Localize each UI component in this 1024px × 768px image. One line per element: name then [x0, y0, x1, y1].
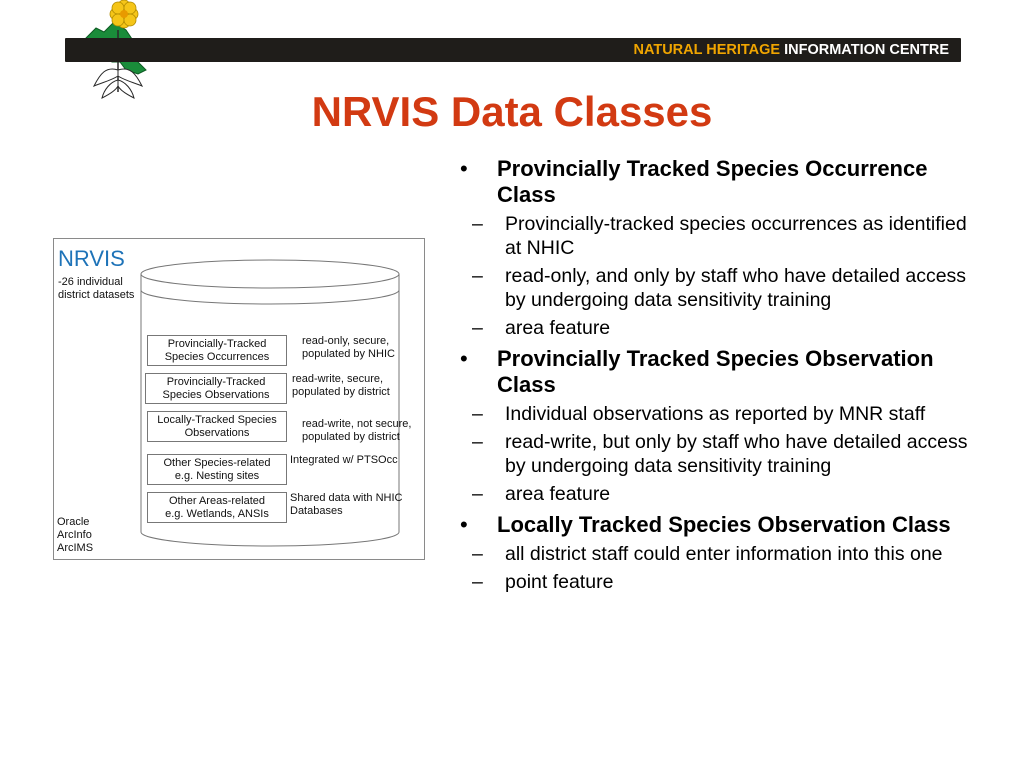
sub-marker: – [472, 317, 483, 339]
class-box-line: Provincially-Tracked [167, 337, 267, 350]
class-desc-line: populated by district [302, 431, 400, 443]
sub-marker: – [472, 571, 483, 593]
sub-item-text: read-write, but only by staff who have detailed access by undergoing data sensitivity training [505, 431, 968, 477]
sub-item [460, 570, 980, 594]
class-desc-other-areas [290, 492, 403, 518]
sub-item-text: area feature [505, 483, 611, 505]
bullet-heading: Locally Tracked Species Observation Class [497, 512, 951, 537]
class-box-line: Provincially-Tracked [166, 375, 266, 388]
bullet-list [460, 156, 980, 594]
banner-rest-text: INFORMATION CENTRE [784, 42, 949, 58]
sub-item-text: Provincially-tracked species occurrences as identified at NHIC [505, 213, 967, 259]
organization-name [633, 42, 949, 58]
class-desc-line: Databases [290, 505, 343, 517]
header-banner [65, 38, 961, 62]
sub-item-text: area feature [505, 317, 611, 339]
slide-title: NRVIS Data Classes [311, 88, 713, 135]
sub-item [460, 316, 980, 340]
sub-marker: – [472, 213, 483, 235]
class-box-line: e.g. Wetlands, ANSIs [165, 507, 269, 520]
diagram-title: NRVIS [58, 246, 125, 271]
class-box-line: Species Occurrences [164, 350, 270, 363]
bullet-marker: • [460, 512, 468, 537]
class-desc-line: populated by district [292, 386, 390, 398]
class-desc-line: Shared data with NHIC [290, 492, 403, 504]
class-desc-line: read-only, secure, [302, 335, 390, 347]
sub-item-text: read-only, and only by staff who have detailed access by undergoing data sensitivity training [505, 265, 967, 311]
class-box-other-species [147, 454, 287, 485]
bullet-item [460, 346, 980, 398]
sub-item-text: Individual observations as reported by MNR staff [505, 403, 926, 425]
class-box-provincial-occurrences [147, 335, 287, 366]
district-note [58, 276, 134, 302]
sub-item [460, 430, 980, 478]
sub-marker: – [472, 265, 483, 287]
class-box-line: Other Species-related [163, 456, 271, 469]
bullet-heading: Provincially Tracked Species Occurrence Class [497, 156, 928, 207]
nrvis-diagram [53, 238, 425, 560]
banner-accent-text: NATURAL HERITAGE [633, 42, 781, 58]
sub-marker: – [472, 431, 483, 453]
class-box-provincial-observations [145, 373, 287, 404]
bullet-heading: Provincially Tracked Species Observation Class [497, 346, 934, 397]
sub-item [460, 264, 980, 312]
class-box-line: Locally-Tracked Species [157, 413, 277, 426]
class-desc-local-observations [302, 418, 411, 444]
sub-marker: – [472, 403, 483, 425]
sub-item-text: all district staff could enter information into this one [505, 543, 943, 565]
bullet-marker: • [460, 156, 468, 181]
platform-item: ArcInfo [57, 529, 92, 541]
class-box-line: Species Observations [162, 388, 270, 401]
class-box-other-areas [147, 492, 287, 523]
class-box-line: Observations [184, 426, 250, 439]
class-desc-line: populated by NHIC [302, 348, 395, 360]
sub-item [460, 212, 980, 260]
bullet-marker: • [460, 346, 468, 371]
sub-item [460, 482, 980, 506]
district-note-line: district datasets [58, 289, 135, 301]
bullet-item [460, 156, 980, 208]
sub-marker: – [472, 543, 483, 565]
class-desc-line: Integrated w/ PTSOcc [290, 454, 398, 466]
district-note-line: -26 individual [58, 276, 123, 288]
class-desc-provincial-occurrences [302, 335, 395, 361]
class-desc-line: read-write, secure, [292, 373, 384, 385]
sub-marker: – [472, 483, 483, 505]
platform-item: Oracle [57, 516, 90, 528]
class-box-line: e.g. Nesting sites [174, 469, 260, 482]
sub-item [460, 402, 980, 426]
class-box-local-observations [147, 411, 287, 442]
class-desc-provincial-observations [292, 373, 390, 399]
sub-item [460, 542, 980, 566]
class-box-line: Other Areas-related [169, 494, 265, 507]
class-desc-other-species [290, 454, 398, 467]
class-desc-line: read-write, not secure, [302, 418, 412, 430]
bullet-item [460, 512, 980, 538]
platform-list [57, 516, 93, 555]
platform-item: ArcIMS [57, 542, 94, 554]
sub-item-text: point feature [505, 571, 614, 593]
